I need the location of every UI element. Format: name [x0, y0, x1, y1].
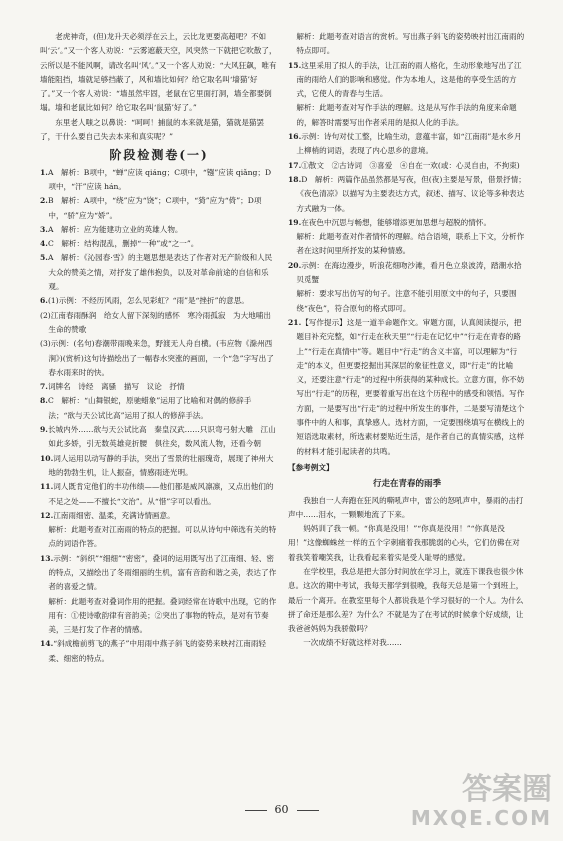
item-number: 9.: [40, 425, 48, 435]
answer-item: [40, 223, 278, 237]
answer-item: [40, 194, 278, 223]
item-text: 解析：此题考查对写作手法的理解。这是从写作手法的角度来命题的，解答时需要写出作者采用的是拟人化的手法。: [296, 103, 517, 127]
item-number: 5.: [40, 253, 48, 263]
left-column: [40, 30, 278, 666]
item-text: A 解析：《沁园春·雪》的主题思想是表达了作者对无产阶级和人民大众的赞美之情，对抒发了雄伟抱负，以及对革命前途的自信和乐观。: [47, 253, 273, 292]
item-number: 14.: [40, 639, 54, 649]
item-text: 词人既肯定他们的丰功伟绩——他们都是威风凛凛，又点出他们的不足之处——不擅长“文治”。从“惜”字可以看出。: [48, 482, 274, 506]
answer-item: [40, 552, 278, 595]
item-number: 17.: [288, 160, 302, 170]
item-text: A 解析：B项中，“蝉”应读 qiáng；C项中，“镪”应读 qiǎng；D项中，“汗”应读 hán。: [47, 167, 272, 191]
item-number: 12.: [40, 510, 54, 520]
item-text: 示例：“斜织”“细细”“密密”，叠词的运用既写出了江南细、轻、密的特点，又描绘出了冬雨细丽的生机，富有音韵和谐之美，表达了作者的喜爱之情。: [48, 553, 277, 592]
item-number: 10.: [40, 453, 54, 463]
item-text: C 解析：“山舞银蛇，原驰蜡象”运用了比喻和对偶的修辞手法；“欲与天公试比高”运用了拟人的修辞手法。: [47, 396, 252, 420]
watermark-text: 答案圈: [462, 772, 552, 807]
item-text: 示例：诗句对仗工整，比喻生动，意蕴丰富，如“江南雨”是水乡月上柳梢的词语，表现了内心思乡的意境。: [296, 132, 522, 156]
answer-item: [40, 380, 278, 394]
answer-item: [40, 294, 278, 308]
item-text: 长城内外……欲与天公试比高 秦皇汉武……只识弯弓射大雕 江山如此多娇，引无数英雄竞折腰 俱往矣，数风流人物，还看今朝: [47, 425, 276, 449]
item-text: 江南雨细密、温柔，充满诗情画意。: [53, 510, 175, 520]
answer-item: [40, 509, 278, 523]
answer-item: [288, 173, 526, 216]
item-number: 6.: [40, 296, 48, 306]
item-text: 解析：此题考查对作者情怀的理解。结合语境，联系上下文，分析作者在这时间里所抒发的某种情感。: [296, 232, 525, 256]
item-number: 2.: [40, 196, 48, 206]
item-text: 解析：要求写出仿写的句子。注意不能引用原文中的句子，只要围绕“夜色”，符合原句的格式即可。: [296, 289, 517, 313]
item-text: A 解析：应为能建功立业的英雄人物。: [47, 224, 183, 234]
answer-item: [40, 237, 278, 251]
answer-item: [288, 216, 526, 230]
intro-text: [40, 30, 278, 144]
item-text: 解析：此题考查对叠词作用的把握。叠词经常在诗歌中出现，它的作用有：①使诗歌韵律有音韵美；②突出了事物的特点，是对有节奏美，三是打发了作者的情感。: [48, 596, 277, 635]
explanation: [288, 30, 526, 59]
item-text: 这里采用了拟人的手法，让江南的雨人格化，生动形象地写出了江南的雨给人们的影响和感觉。作为本地人，这是他的享受生活的方式，它使人的青春与生活。: [296, 60, 522, 99]
item-text: B 解析：A项中，“绕”应为“饶”；C项中，“猗”应为“倚”；D项中，“骄”应为“娇”。: [47, 196, 262, 220]
explanation: [288, 230, 526, 259]
item-number: 3.: [40, 224, 48, 234]
paragraph: 妈妈训了我一顿。“你真是没用！”“你真是没用！”“你真是没用！”这像蜘蛛丝一样的五个字刺痛着我那脆弱的心头，它们仿佛在对着我笑着嘲笑我，让我看起来着实是受人耻辱的感觉。: [288, 524, 520, 562]
item-text: (2)江南春雨酥润 给女人留下深刻的感怀 寒冷雨孤寂 为大地哺出生命的赞歌: [40, 310, 271, 334]
right-column: [288, 30, 526, 651]
item-number: 19.: [288, 217, 302, 227]
paragraph: 老虎神奇，(但)龙升天必须浮在云上，云比龙更要高超吧？不如叫‘云’。”又一个客人劝说：“云雾遮蔽天空，风突然一下就把它吹散了，云所以是不能风啊，请改名叫‘风’。”又一个客人劝说：“大风狂飙，唯有墙能阻挡，墙就足够挡蔽了，风和墙比如何？给它取名叫‘墙猫’好了。”又一个客人劝说：“墙虽然牢固，老鼠在它里面打洞，墙全都要倒塌。墙和老鼠比如何？给它取名叫‘鼠猫’好了。”: [40, 32, 277, 113]
item-number: 21.: [288, 317, 302, 327]
answer-item: [40, 480, 278, 509]
item-text: 【写作提示】这是一道半命题作文。审题方面，认真阅读提示，把题目补充完整，如“行走在秋天里”“行走在记忆中”“行走在青春的路上”“行走在真情中”等。题目中“行走”的含义丰富，可以理解为“行走”的本义，但更要挖掘出其深层的象征性意义，即“行走”的比喻义，还要注意“行走”的过程中所获得的某种成长。立意方面，你不妨写出“行走”的历程，更要着重写出在这个历程中的感受和领悟。写作方面，一是要写出“行走”的过程中所发生的事件，二是要写清楚这个事件中的人和事，真挚感人。选材方面，一定要围绕填写在横线上的短语选取素材，所选素材要贴近生活，是作者自己的真情实感，这样的材料才能引起读者的共鸣。: [296, 317, 525, 456]
explanation: [40, 595, 278, 638]
item-number: 18.: [288, 174, 302, 184]
watermark-url: MXQE.COM: [410, 806, 552, 830]
answer-item: [40, 251, 278, 294]
reference-heading: 【参考例文】: [288, 462, 334, 472]
paragraph: 我独自一人奔跑在狂风的嘶吼声中，雷公的怒吼声中，暴雨的击打声中……泪水，一颗颗地流了下来。: [288, 495, 524, 519]
item-text: (1)示例：不经历风雨，怎么见彩虹？“雨”是“挫折”的意思。: [47, 296, 249, 306]
essay-title: 行走在青春的雨季: [372, 479, 441, 490]
paragraph: 一次成绩不好就这样对我……: [303, 638, 402, 648]
item-number: 8.: [40, 396, 48, 406]
item-text: 解析：此题考查对语言的赏析。写出燕子斜飞的姿势映衬出江南雨的特点即可。: [296, 32, 525, 56]
answer-item: [40, 452, 278, 481]
explanation: [40, 523, 278, 552]
item-text: 在夜色中沉思与畅想，能够增添更加思想与超脱的情怀。: [301, 217, 492, 227]
answer-item: [40, 423, 278, 452]
answer-item: [288, 259, 526, 288]
item-text: 示例：在海边漫步，听浪花细吻沙滩，看月色立泉波涛，踏潮水拾贝觅蟹: [296, 260, 522, 285]
item-number: 15.: [288, 60, 302, 70]
item-number: 16.: [288, 132, 302, 142]
watermark-logo: [410, 762, 558, 834]
paragraph: 东里老人嗤之以鼻说：“呵呵！捕鼠的本来就是猫，猫就是猫罢了，干什么要自己失去本来和真实呢？”: [40, 117, 265, 142]
answer-item: [288, 159, 526, 173]
answer-item: [40, 337, 278, 380]
item-text: 词人运用以动写静的手法，突出了雪景的壮丽瑰奇，展现了神州大地的勃勃生机，让人振奋，情感雨迹光明。: [48, 453, 274, 477]
answer-item: [40, 309, 278, 338]
answer-item: [40, 637, 278, 666]
explanation: [288, 287, 526, 316]
explanation: [288, 101, 526, 130]
item-text: D 解析：两篇作品虽然都是写夜，但(夜)主要是写景，借景抒情；《夜色清凉》以描写为主要表达方式，叙述、描写、议论等多种表达方式融为一体。: [296, 174, 526, 213]
item-text: ①散文 ②古诗词 ③喜爱 ④自在一欢(或：心灵自由，不拘束): [301, 160, 520, 170]
page-number: 60: [0, 803, 563, 816]
item-number: 11.: [40, 482, 54, 492]
section-title: 阶段检测卷(一): [109, 148, 209, 163]
answer-item: [288, 316, 526, 459]
answer-item: [40, 394, 278, 423]
item-text: C 解析：结构混乱，删掉“一种”或“之一”。: [47, 239, 199, 249]
answer-list-left: [40, 166, 278, 666]
item-text: 词牌名 诗经 离骚 描写 议论 抒情: [47, 382, 185, 392]
item-text: “斜成檐前剪飞的燕子”中用雨中燕子斜飞的姿势来映衬江南雨轻柔、细密的特点。: [48, 639, 267, 663]
answer-item: [288, 130, 526, 159]
essay-body: [288, 494, 526, 651]
answer-item: [40, 166, 278, 195]
item-number: 1.: [40, 167, 48, 177]
item-number: 7.: [40, 382, 48, 392]
item-number: 13.: [40, 553, 54, 563]
answer-item: [288, 59, 526, 102]
answer-list-right: [288, 30, 526, 459]
item-number: 20.: [288, 260, 302, 270]
paragraph: 在学校里，我总是把大部分时间放在学习上，就连下课我也很少休息。这次的期中考试，我每天都学到很晚，我每天总是第一个到班上，最后一个离开。在教室里每个人都说我是个学习很好的一个人。为什么拼了命还是那么差？为什么？不就是为了在考试的时候拿个好成绩，让我爸爸妈妈为我骄傲吗？: [288, 566, 524, 634]
item-text: 解析：此题考查对江南雨的特点的把握。可以从诗句中筛选有关的特点的词语作答。: [48, 525, 277, 549]
item-text: (3)示例：(名句)春潮带雨晚来急，野渡无人舟自横。(韦应物《滁州西涧》)(赏析)这句诗描绘出了一幅春水突涨的画面，一个“急”字写出了春水雨来时的快。: [40, 339, 274, 377]
item-number: 4.: [40, 239, 48, 249]
